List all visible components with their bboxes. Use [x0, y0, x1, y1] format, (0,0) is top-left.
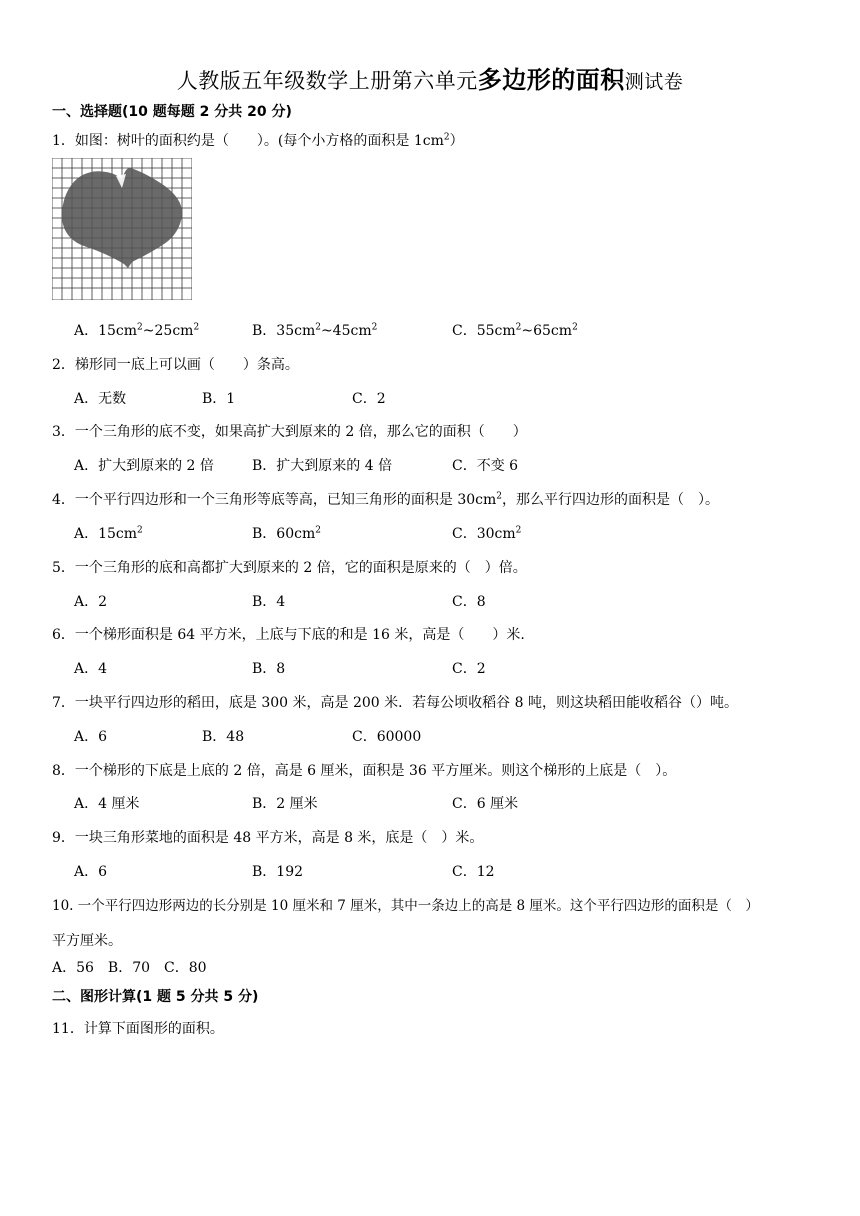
leaf-grid-figure	[52, 158, 192, 300]
q3-option-a[interactable]: A．扩大到原来的 2 倍	[74, 458, 214, 474]
q9-option-b[interactable]: B．192	[252, 864, 304, 880]
q9-option-c[interactable]: C．12	[452, 864, 495, 880]
q6-option-b[interactable]: B．8	[252, 661, 286, 677]
question-3: 3．一个三角形的底不变，如果高扩大到原来的 2 倍，那么它的面积（ ）	[52, 424, 527, 440]
q7-option-b[interactable]: B．48	[202, 729, 245, 745]
q4-option-c[interactable]: C．$30cm^2$	[452, 525, 522, 542]
section-heading-calculation: 二、图形计算(1 题 5 分共 5 分)	[52, 989, 259, 1005]
q4-option-a[interactable]: A．$15cm^2$	[74, 525, 143, 542]
q6-option-a[interactable]: A．4	[74, 661, 108, 677]
question-11: 11．计算下面图形的面积。	[52, 1021, 224, 1037]
question-8: 8．一个梯形的下底是上底的 2 倍，高是 6 厘米，面积是 36 平方厘米。则这个梯形的上底是（ ）。	[52, 763, 677, 779]
q8-option-b[interactable]: B．2 厘米	[252, 796, 318, 812]
q4-option-b[interactable]: B．$60cm^2$	[252, 525, 321, 542]
q3-option-c[interactable]: C．不变 6	[452, 458, 519, 474]
q5-option-c[interactable]: C．8	[452, 594, 486, 610]
question-5: 5．一个三角形的底和高都扩大到原来的 2 倍，它的面积是原来的（ ）倍。	[52, 560, 527, 576]
q9-option-a[interactable]: A．6	[74, 864, 108, 880]
q10-options[interactable]: A．56 B．70 C．80	[52, 960, 207, 976]
q1-option-a[interactable]: A．$15cm^2\sim 25cm^2$	[74, 322, 200, 339]
question-4: 4．一个平行四边形和一个三角形等底等高，已知三角形的面积是 $30cm^2$，那么平行四边形的面积是（ ）。	[52, 491, 720, 508]
q5-option-b[interactable]: B．4	[252, 594, 286, 610]
question-10: 10. 一个平行四边形两边的长分别是 10 厘米和 7 厘米，其中一条边上的高是 8 厘米。这个平行四边形的面积是（ ）	[52, 898, 759, 914]
question-9: 9．一块三角形菜地的面积是 48 平方米，高是 8 米，底是（ ）米。	[52, 830, 484, 846]
q2-option-c[interactable]: C．2	[352, 391, 386, 407]
q6-option-c[interactable]: C．2	[452, 661, 486, 677]
q8-option-a[interactable]: A．4 厘米	[74, 796, 140, 812]
q7-option-c[interactable]: C．60000	[352, 729, 422, 745]
q2-option-b[interactable]: B．1	[202, 391, 236, 407]
q1-option-b[interactable]: B．$35cm^2\sim 45cm^2$	[252, 322, 378, 339]
question-10-continuation: 平方厘米。	[52, 933, 122, 949]
section-heading-choice: 一、选择题(10 题每题 2 分共 20 分)	[52, 104, 292, 120]
page-title: 人教版五年级数学上册第六单元多边形的面积测试卷	[176, 66, 684, 94]
q8-option-c[interactable]: C．6 厘米	[452, 796, 519, 812]
q2-option-a[interactable]: A．无数	[74, 391, 127, 407]
q5-option-a[interactable]: A．2	[74, 594, 108, 610]
question-6: 6．一个梯形面积是 64 平方米，上底与下底的和是 16 米，高是（ ）米.	[52, 627, 525, 643]
question-7: 7．一块平行四边形的稻田，底是 300 米，高是 200 米．若每公顷收稻谷 8 吨，则这块稻田能收稻谷（）吨。	[52, 695, 738, 711]
q7-option-a[interactable]: A．6	[74, 729, 108, 745]
question-1: 1．如图：树叶的面积约是（ ）。(每个小方格的面积是 $1cm^2$）	[52, 132, 464, 149]
q3-option-b[interactable]: B．扩大到原来的 4 倍	[252, 458, 393, 474]
q1-option-c[interactable]: C．$55cm^2\sim 65cm^2$	[452, 322, 578, 339]
question-2: 2．梯形同一底上可以画（ ）条高。	[52, 357, 299, 373]
